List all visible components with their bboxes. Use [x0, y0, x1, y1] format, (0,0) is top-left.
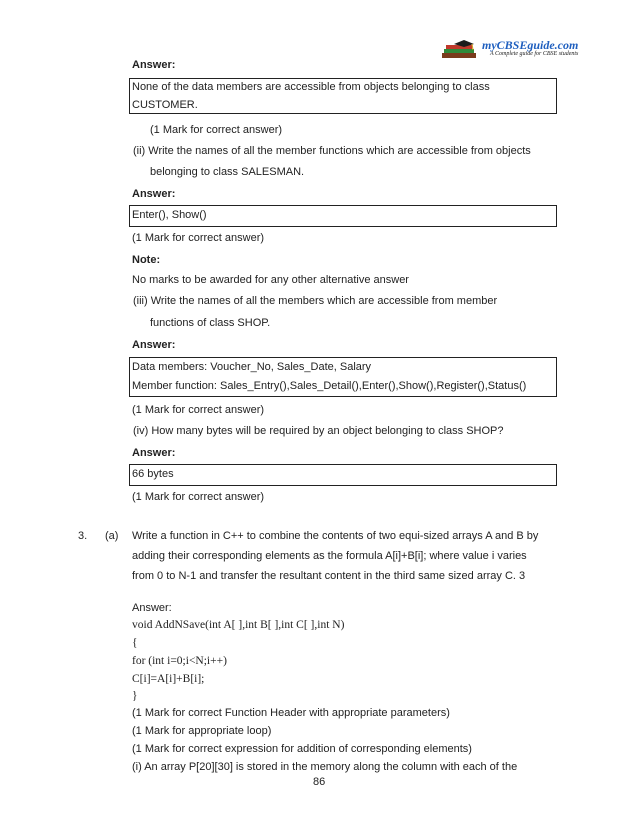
question-text: adding their corresponding elements as the formula A[i]+B[i]; where value i varies — [132, 550, 527, 562]
answer-text: Enter(), Show() — [132, 209, 207, 221]
answer-text: 66 bytes — [132, 468, 174, 480]
answer-label: Answer: — [132, 447, 176, 459]
answer-label: Answer: — [132, 602, 172, 614]
question-text: (iii) Write the names of all the members which are accessible from member — [133, 295, 498, 307]
note-label: Note: — [132, 254, 161, 266]
answer-box — [129, 464, 557, 486]
mark-note: (1 Mark for correct answer) — [132, 404, 265, 416]
question-text: (i) An array P[20][30] is stored in the memory along the column with each of the — [132, 761, 518, 773]
answer-label: Answer: — [132, 59, 176, 71]
note-text: No marks to be awarded for any other alternative answer — [132, 274, 409, 286]
question-part: (a) — [105, 530, 119, 542]
logo-title: myCBSEguide.com — [482, 38, 579, 52]
answer-text: CUSTOMER. — [132, 99, 198, 111]
code-line: void AddNSave(int A[ ],int B[ ],int C[ ],int N) — [132, 619, 345, 631]
site-logo — [440, 38, 588, 62]
question-number: 3. — [78, 530, 88, 542]
answer-text: Data members: Voucher_No, Sales_Date, Salary — [132, 361, 372, 373]
mark-note: (1 Mark for correct Function Header with appropriate parameters) — [132, 707, 450, 719]
answer-text: Member function: Sales_Entry(),Sales_Detail(),Enter(),Show(),Register(),Status() — [132, 380, 527, 392]
question-text: from 0 to N-1 and transfer the resultant content in the third same sized array C. 3 — [132, 570, 526, 582]
code-line: C[i]=A[i]+B[i]; — [132, 673, 205, 685]
mark-note: (1 Mark for correct answer) — [132, 232, 265, 244]
question-text: functions of class SHOP. — [150, 317, 271, 329]
code-line: } — [132, 690, 138, 702]
answer-label: Answer: — [132, 188, 176, 200]
books-graduation-cap-icon — [440, 40, 482, 60]
answer-text: None of the data members are accessible from objects belonging to class — [132, 81, 490, 93]
page-number: 86 — [313, 776, 326, 788]
answer-label: Answer: — [132, 339, 176, 351]
question-text: (ii) Write the names of all the member functions which are accessible from objects — [133, 145, 531, 157]
question-text: (iv) How many bytes will be required by an object belonging to class SHOP? — [133, 425, 504, 437]
mark-note: (1 Mark for appropriate loop) — [132, 725, 272, 737]
mark-note: (1 Mark for correct expression for addition of corresponding elements) — [132, 743, 472, 755]
code-line: for (int i=0;i<N;i++) — [132, 655, 227, 667]
logo-tagline: A Complete guide for CBSE students — [490, 51, 579, 57]
question-text: belonging to class SALESMAN. — [150, 166, 305, 178]
question-text: Write a function in C++ to combine the contents of two equi-sized arrays A and B by — [132, 530, 539, 542]
code-line: { — [132, 637, 138, 649]
mark-note: (1 Mark for correct answer) — [150, 124, 283, 136]
mark-note: (1 Mark for correct answer) — [132, 491, 265, 503]
